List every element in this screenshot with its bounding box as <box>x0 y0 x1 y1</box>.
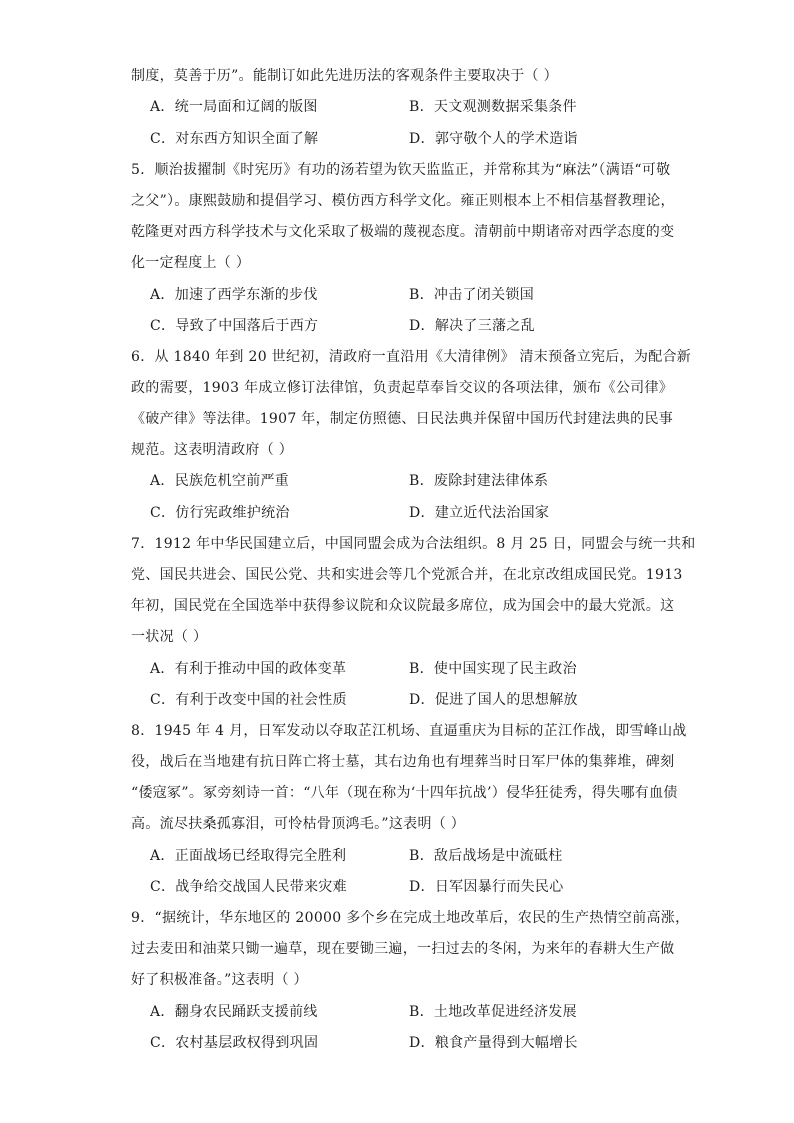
q6-option-c[interactable]: C．仿行宪政维护统治 <box>150 505 290 521</box>
q7-stem-line: 一状况（ ） <box>131 629 208 645</box>
q8-option-c[interactable]: C．战争给交战国人民带来灾难 <box>150 879 347 895</box>
q4-option-b[interactable]: B．天文观测数据采集条件 <box>409 99 577 115</box>
q6-stem-line: 6．从 1840 年到 20 世纪初，清政府一直沿用《大清律例》 清末预备立宪后，为配合新 <box>131 349 692 365</box>
q9-stem-line: 过去麦田和油菜只锄一遍草，现在要锄三遍，一扫过去的冬闲，为来年的春耕大生产做 <box>131 941 675 957</box>
q7-option-b[interactable]: B．使中国实现了民主政治 <box>409 661 577 677</box>
q7-stem-line: 年初，国民党在全国选举中获得参议院和众议院最多席位，成为国会中的最大党派。这 <box>131 598 675 614</box>
q8-option-b[interactable]: B．敌后战场是中流砥柱 <box>409 848 563 864</box>
q5-stem-line: 之父”）。康熙鼓励和提倡学习、模仿西方科学文化。雍正则根本上不相信基督教理论， <box>131 193 675 209</box>
q8-stem-line: “倭寇冢”。冢旁刻诗一首：“八年（现在称为‘十四年抗战’）侵华狂徒秀，得失哪有血债 <box>131 785 678 801</box>
q9-option-d[interactable]: D．粮食产量得到大幅增长 <box>409 1035 578 1051</box>
q8-option-a[interactable]: A．正面战场已经取得完全胜利 <box>150 848 347 864</box>
q9-option-a[interactable]: A．翻身农民踊跃支援前线 <box>150 1004 318 1020</box>
q9-option-c[interactable]: C．农村基层政权得到巩固 <box>150 1035 319 1051</box>
q4-stem-line: 制度，莫善于历”。能制订如此先进历法的客观条件主要取决于（ ） <box>131 68 558 84</box>
q5-stem-line: 5．顺治拔擢制《时宪历》有功的汤若望为钦天监监正，并常称其为“麻法”（满语“可敬 <box>131 162 671 178</box>
q7-stem-line: 7．1912 年中华民国建立后，中国同盟会成为合法组织。8 月 25 日，同盟会与统一共和 <box>131 536 696 552</box>
q8-stem-line: 役，战后在当地建有抗日阵亡将士墓，其右边角也有埋葬当时日军尸体的集葬堆，碑刻 <box>131 754 675 770</box>
q6-stem-line: 政的需要，1903 年成立修订法律馆，负责起草奉旨交议的各项法律，颁布《公司律》 <box>131 380 674 396</box>
q4-option-d[interactable]: D．郭守敬个人的学术造诣 <box>409 131 578 147</box>
q6-stem-line: 规范。这表明清政府（ ） <box>131 442 294 458</box>
q9-stem-line: 9．“据统计，华东地区的 20000 多个乡在完成土地改革后，农民的生产热情空前高涨， <box>131 910 690 926</box>
q6-option-b[interactable]: B．废除封建法律体系 <box>409 473 549 489</box>
q8-stem-line: 高。流尽扶桑孤寡泪，可怜枯骨顶鸿毛。”这表明（ ） <box>131 816 466 832</box>
q9-stem-line: 好了积极准备。”这表明（ ） <box>131 972 308 988</box>
q6-option-a[interactable]: A．民族危机空前严重 <box>150 473 290 489</box>
q5-option-c[interactable]: C．导致了中国落后于西方 <box>150 318 319 334</box>
q8-stem-line: 8．1945 年 4 月，日军发动以夺取芷江机场、直逼重庆为目标的芷江作战，即雪峰山战 <box>131 723 687 739</box>
q5-option-a[interactable]: A．加速了西学东渐的步伐 <box>150 287 318 303</box>
q7-option-c[interactable]: C．有利于改变中国的社会性质 <box>150 692 347 708</box>
q5-stem-line: 化一定程度上（ ） <box>131 255 251 271</box>
q7-option-d[interactable]: D．促进了国人的思想解放 <box>409 692 578 708</box>
q9-option-b[interactable]: B．土地改革促进经济发展 <box>409 1004 577 1020</box>
q8-option-d[interactable]: D．日军因暴行而失民心 <box>409 879 564 895</box>
q6-stem-line: 《破产律》等法律。1907 年，制定仿照德、日民法典并保留中国历代封建法典的民事 <box>131 411 674 427</box>
q4-option-c[interactable]: C．对东西方知识全面了解 <box>150 131 319 147</box>
q5-option-b[interactable]: B．冲击了闭关锁国 <box>409 287 534 303</box>
q7-option-a[interactable]: A．有利于推动中国的政体变革 <box>150 661 347 677</box>
q4-option-a[interactable]: A．统一局面和辽阔的版图 <box>150 99 318 115</box>
q7-stem-line: 党、国民共进会、国民公党、共和实进会等几个党派合并，在北京改组成国民党。1913 <box>131 567 683 583</box>
q5-option-d[interactable]: D．解决了三藩之乱 <box>409 318 535 334</box>
q6-option-d[interactable]: D．建立近代法治国家 <box>409 505 550 521</box>
q5-stem-line: 乾隆更对西方科学技术与文化采取了极端的蔑视态度。清朝前中期诸帝对西学态度的变 <box>131 224 675 240</box>
